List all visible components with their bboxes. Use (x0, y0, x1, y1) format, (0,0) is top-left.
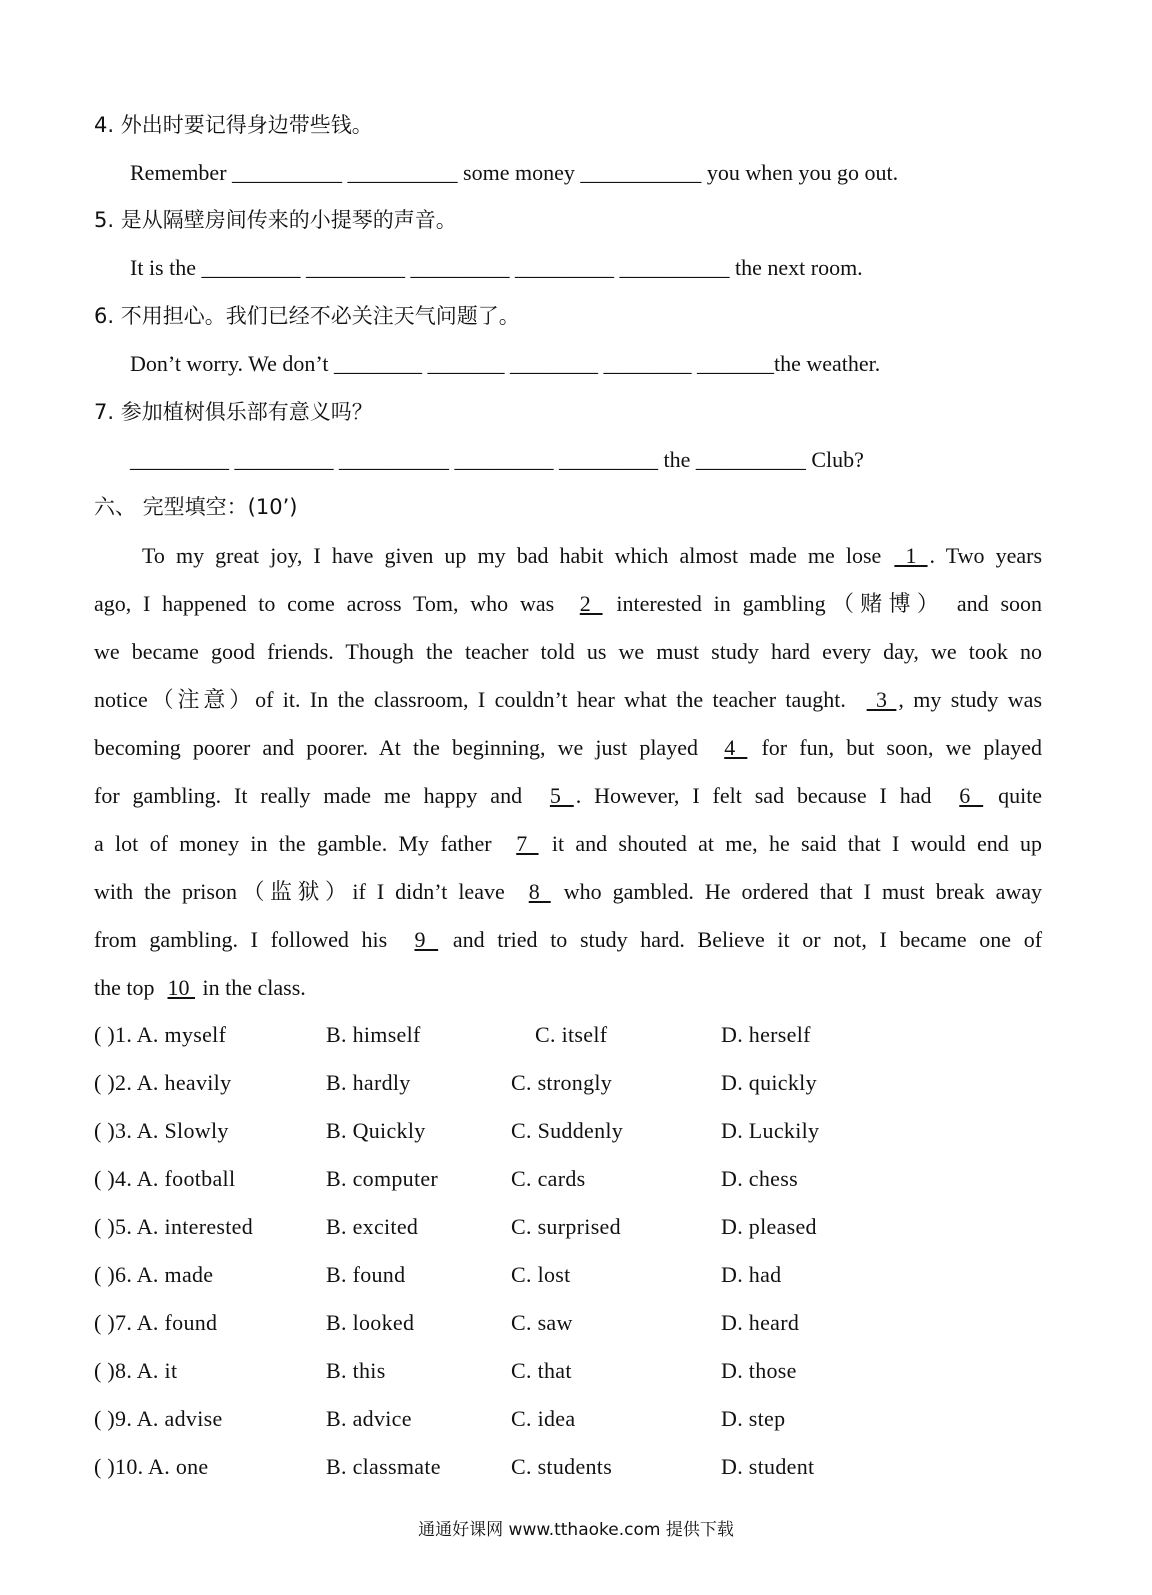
option-row-2: ( )2. A. heavily (94, 1070, 232, 1095)
passage-text: and tried to study hard. Believe it or not, I became one of (452, 927, 1043, 952)
option-d-2: D. quickly (721, 1070, 817, 1095)
passage-text: To my great joy, I have given up my bad habit which almost made me lose (142, 543, 882, 568)
passage-text: from gambling. I followed his (94, 927, 388, 952)
question-4-chinese: 4. 外出时要记得身边带些钱。 (94, 113, 373, 137)
option-d-8: D. those (721, 1358, 797, 1383)
option-row-4: ( )4. A. football (94, 1166, 236, 1191)
blank-8: 8 (528, 879, 551, 904)
option-d-10: D. student (721, 1454, 815, 1479)
blank-5: 5 (549, 783, 574, 808)
blank-10: 10 (167, 975, 195, 1000)
question-5-chinese: 5. 是从隔壁房间传来的小提琴的声音。 (94, 208, 457, 232)
passage-line (94, 916, 1042, 964)
passage-text: . However, I felt sad because I had (575, 783, 932, 808)
passage-text: a lot of money in the gamble. My father (94, 831, 492, 856)
option-c-8: C. that (511, 1358, 572, 1383)
option-b-2: B. hardly (326, 1070, 411, 1095)
option-b-10: B. classmate (326, 1454, 441, 1479)
blank-9: 9 (414, 927, 439, 952)
option-row-3: ( )3. A. Slowly (94, 1118, 229, 1143)
question-6-chinese: 6. 不用担心。我们已经不必关注天气问题了。 (94, 304, 520, 328)
question-7-english: _________ _________ __________ _________ _________ the __________ Club? (130, 447, 864, 472)
option-row-8: ( )8. A. it (94, 1358, 178, 1383)
option-b-8: B. this (326, 1358, 386, 1383)
option-c-5: C. surprised (511, 1214, 621, 1239)
passage-line (94, 964, 1042, 1012)
option-d-9: D. step (721, 1406, 786, 1431)
option-d-4: D. chess (721, 1166, 798, 1191)
passage-text: interested in gambling（赌博） and soon (616, 591, 1043, 616)
passage-line (94, 820, 1042, 868)
passage-text: , my study was (898, 687, 1043, 712)
option-b-3: B. Quickly (326, 1118, 426, 1143)
option-c-10: C. students (511, 1454, 613, 1479)
passage-text: . Two years (929, 543, 1043, 568)
footer-source: 通通好课网 www.tthaoke.com 提供下载 (418, 1520, 734, 1540)
passage-line (94, 868, 1042, 916)
option-b-4: B. computer (326, 1166, 439, 1191)
passage-text: quite (998, 783, 1043, 808)
option-row-6: ( )6. A. made (94, 1262, 214, 1287)
question-7-chinese: 7. 参加植树俱乐部有意义吗？ (94, 400, 373, 424)
option-row-10: ( )10. A. one (94, 1454, 209, 1479)
passage-text: in the class. (202, 975, 306, 1000)
option-c-3: C. Suddenly (511, 1118, 624, 1143)
option-d-1: D. herself (721, 1022, 811, 1047)
passage-text: with the prison（监狱）if I didn’t leave (94, 879, 505, 904)
blank-7: 7 (516, 831, 539, 856)
passage-text: ago, I happened to come across Tom, who was (94, 591, 555, 616)
passage-text: for fun, but soon, we played (761, 735, 1043, 760)
option-row-1: ( )1. A. myself (94, 1022, 227, 1047)
blank-1: 1 (894, 543, 928, 568)
option-d-6: D. had (721, 1262, 782, 1287)
section-heading: 六、 完型填空：(10’) (94, 495, 298, 519)
passage-text: notice（注意）of it. In the classroom, I couldn’t hear what the teacher taught. (94, 687, 846, 712)
passage-line: we became good friends. Though the teacher told us we must study hard every day, we took no (94, 639, 1042, 664)
blank-4: 4 (724, 735, 748, 760)
blank-3: 3 (866, 687, 897, 712)
option-row-7: ( )7. A. found (94, 1310, 218, 1335)
passage-text: it and shouted at me, he said that I would end up (551, 831, 1043, 856)
option-row-5: ( )5. A. interested (94, 1214, 254, 1239)
question-5-english: It is the _________ _________ _________ _________ __________ the next room. (130, 255, 863, 280)
option-b-1: B. himself (326, 1022, 421, 1047)
passage-line (94, 676, 1042, 724)
blank-2: 2 (579, 591, 603, 616)
passage-text: for gambling. It really made me happy and (94, 783, 523, 808)
option-d-3: D. Luckily (721, 1118, 820, 1143)
passage-text: the top (94, 975, 155, 1000)
passage-text: who gambled. He ordered that I must break away (563, 879, 1043, 904)
blank-6: 6 (959, 783, 984, 808)
option-d-7: D. heard (721, 1310, 800, 1335)
option-c-6: C. lost (511, 1262, 571, 1287)
option-b-6: B. found (326, 1262, 406, 1287)
passage-text: becoming poorer and poorer. At the beginning, we just played (94, 735, 698, 760)
passage-line (94, 532, 1042, 580)
passage-line (94, 580, 1042, 628)
option-c-4: C. cards (511, 1166, 586, 1191)
option-c-2: C. strongly (511, 1070, 613, 1095)
passage-line (94, 724, 1042, 772)
option-row-9: ( )9. A. advise (94, 1406, 223, 1431)
option-d-5: D. pleased (721, 1214, 817, 1239)
passage-line (94, 772, 1042, 820)
cloze-passage (94, 532, 1042, 1012)
question-6-english: Don’t worry. We don’t ________ _______ ________ ________ _______the weather. (130, 351, 881, 376)
option-c-7: C. saw (511, 1310, 573, 1335)
option-b-7: B. looked (326, 1310, 415, 1335)
option-b-9: B. advice (326, 1406, 412, 1431)
option-b-5: B. excited (326, 1214, 419, 1239)
option-c-9: C. idea (511, 1406, 576, 1431)
question-4-english: Remember __________ __________ some money ___________ you when you go out. (130, 160, 899, 185)
option-c-1: C. itself (535, 1022, 608, 1047)
